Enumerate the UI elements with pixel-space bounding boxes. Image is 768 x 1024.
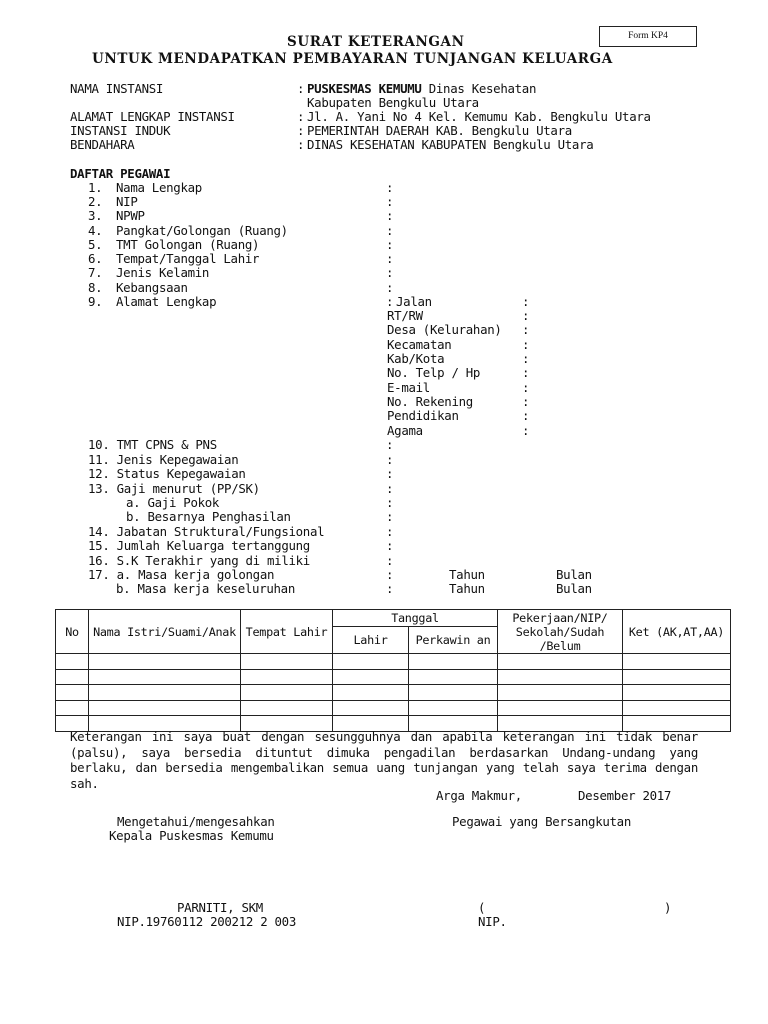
item-num: 8. bbox=[88, 280, 103, 295]
table-row bbox=[56, 669, 731, 685]
colon: : bbox=[386, 567, 394, 582]
address-subfield: RT/RW bbox=[387, 308, 423, 323]
date-text: Desember 2017 bbox=[578, 788, 672, 803]
item-num: 1. bbox=[88, 180, 103, 195]
col-header-tanggal: Tanggal bbox=[333, 610, 498, 627]
item-label: 12. Status Kepegawaian bbox=[88, 466, 246, 481]
col-header-tempat-lahir: Tempat Lahir bbox=[241, 610, 333, 654]
section-title: DAFTAR PEGAWAI bbox=[70, 166, 171, 181]
colon: : bbox=[386, 495, 394, 510]
table-row bbox=[56, 654, 731, 670]
title-line1: SURAT KETERANGAN bbox=[287, 34, 465, 50]
item-num: 3. bbox=[88, 208, 103, 223]
address-subfield: No. Rekening bbox=[387, 394, 473, 409]
colon: : bbox=[522, 423, 530, 438]
table-row bbox=[56, 685, 731, 701]
value-alamat-instansi: Jl. A. Yani No 4 Kel. Kemumu Kab. Bengkulu Utara bbox=[307, 109, 651, 124]
item-label: Jenis Kelamin bbox=[116, 265, 210, 280]
item-num: 5. bbox=[88, 237, 103, 252]
address-subfield: Jalan bbox=[396, 294, 432, 309]
item-label: 10. TMT CPNS & PNS bbox=[88, 437, 217, 452]
col-header-lahir: Lahir bbox=[333, 627, 409, 654]
colon: : bbox=[386, 452, 394, 467]
colon: : bbox=[297, 81, 305, 96]
item-label: b. Masa kerja keseluruhan bbox=[116, 581, 295, 596]
address-subfield: Kab/Kota bbox=[387, 351, 445, 366]
left-sign-line2: Kepala Puskesmas Kemumu bbox=[109, 828, 274, 843]
colon: : bbox=[522, 322, 530, 337]
table-row bbox=[56, 700, 731, 716]
item-label: Alamat Lengkap bbox=[116, 294, 217, 309]
label-bendahara: BENDAHARA bbox=[70, 137, 135, 152]
item-num: 4. bbox=[88, 223, 103, 238]
family-table bbox=[55, 609, 731, 732]
item-label: 15. Jumlah Keluarga tertanggung bbox=[88, 538, 310, 553]
address-subfield: No. Telp / Hp bbox=[387, 365, 481, 380]
item-label: 16. S.K Terakhir yang di miliki bbox=[88, 553, 310, 568]
item-label: 17. a. Masa kerja golongan bbox=[88, 567, 275, 582]
colon: : bbox=[297, 109, 305, 124]
item-label: NIP bbox=[116, 194, 138, 209]
colon: : bbox=[297, 137, 305, 152]
item-label: Pangkat/Golongan (Ruang) bbox=[116, 223, 288, 238]
colon: : bbox=[386, 208, 394, 223]
item-label: a. Gaji Pokok bbox=[126, 495, 220, 510]
colon: : bbox=[386, 265, 394, 280]
value-nama-instansi bbox=[307, 81, 536, 96]
place-text: Arga Makmur, bbox=[436, 788, 522, 803]
left-sign-name: PARNITI, SKM bbox=[177, 900, 263, 915]
bulan-label: Bulan bbox=[556, 581, 592, 596]
item-label: NPWP bbox=[116, 208, 145, 223]
value-nama-instansi-rest: Dinas Kesehatan bbox=[428, 81, 537, 96]
item-label: TMT Golongan (Ruang) bbox=[116, 237, 260, 252]
item-label: Nama Lengkap bbox=[116, 180, 202, 195]
address-subfield: Agama bbox=[387, 423, 423, 438]
colon: : bbox=[522, 337, 530, 352]
item-label: 14. Jabatan Struktural/Fungsional bbox=[88, 524, 325, 539]
value-instansi-induk: PEMERINTAH DAERAH KAB. Bengkulu Utara bbox=[307, 123, 572, 138]
colon: : bbox=[386, 180, 394, 195]
col-header-pekerjaan: Pekerjaan/NIP/ Sekolah/Sudah /Belum bbox=[498, 610, 623, 654]
col-header-nama: Nama Istri/Suami/Anak bbox=[89, 610, 241, 654]
colon: : bbox=[386, 223, 394, 238]
right-sign-line1: Pegawai yang Bersangkutan bbox=[452, 814, 631, 829]
value-bendahara: DINAS KESEHATAN KABUPATEN Bengkulu Utara bbox=[307, 137, 594, 152]
label-instansi-induk: INSTANSI INDUK bbox=[70, 123, 171, 138]
colon: : bbox=[386, 538, 394, 553]
tahun-label: Tahun bbox=[449, 567, 485, 582]
left-sign-nip: NIP.19760112 200212 2 003 bbox=[117, 914, 296, 929]
right-sign-close-paren: ) bbox=[664, 900, 672, 915]
colon: : bbox=[522, 394, 530, 409]
item-label: Kebangsaan bbox=[116, 280, 188, 295]
item-label: 13. Gaji menurut (PP/SK) bbox=[88, 481, 260, 496]
item-label: 11. Jenis Kepegawaian bbox=[88, 452, 239, 467]
right-sign-nip: NIP. bbox=[478, 914, 507, 929]
bulan-label: Bulan bbox=[556, 567, 592, 582]
colon: : bbox=[386, 509, 394, 524]
tahun-label: Tahun bbox=[449, 581, 485, 596]
col-header-no: No bbox=[56, 610, 89, 654]
item-num: 7. bbox=[88, 265, 103, 280]
value-nama-instansi-line2: Kabupaten Bengkulu Utara bbox=[307, 95, 479, 110]
colon: : bbox=[386, 581, 394, 596]
item-num: 6. bbox=[88, 251, 103, 266]
colon: : bbox=[522, 308, 530, 323]
left-sign-line1: Mengetahui/mengesahkan bbox=[117, 814, 275, 829]
address-subfield: Desa (Kelurahan) bbox=[387, 322, 502, 337]
colon: : bbox=[386, 280, 394, 295]
title-line2: UNTUK MENDAPATKAN PEMBAYARAN TUNJANGAN KELUARGA bbox=[92, 51, 613, 67]
address-subfield: E-mail bbox=[387, 380, 430, 395]
item-num: 2. bbox=[88, 194, 103, 209]
colon: : bbox=[522, 351, 530, 366]
label-alamat-instansi: ALAMAT LENGKAP INSTANSI bbox=[70, 109, 235, 124]
colon: : bbox=[297, 123, 305, 138]
label-nama-instansi: NAMA INSTANSI bbox=[70, 81, 164, 96]
colon: : bbox=[386, 524, 394, 539]
col-header-ket: Ket (AK,AT,AA) bbox=[623, 610, 731, 654]
statement-paragraph: Keterangan ini saya buat dengan sesungguhnya dan apabila keterangan ini tidak benar (palsu), saya bersedia dituntut dimuka pengadilan berdasarkan Undang-undang yang berlaku, dan bersedia mengembalikan semua uang tunjangan yang telah saya terima dengan sah. bbox=[70, 729, 698, 791]
colon: : bbox=[522, 365, 530, 380]
item-label: b. Besarnya Penghasilan bbox=[126, 509, 291, 524]
item-label: Tempat/Tanggal Lahir bbox=[116, 251, 260, 266]
address-subfield: Pendidikan bbox=[387, 408, 459, 423]
item-num: 9. bbox=[88, 294, 103, 309]
colon: : bbox=[522, 380, 530, 395]
address-subfield: Kecamatan bbox=[387, 337, 452, 352]
col-header-perkawinan: Perkawin an bbox=[409, 627, 498, 654]
colon: : bbox=[386, 437, 394, 452]
colon: : bbox=[386, 237, 394, 252]
colon: : bbox=[522, 408, 530, 423]
form-code-box: Form KP4 bbox=[599, 26, 697, 47]
colon: : bbox=[386, 251, 394, 266]
value-nama-instansi-bold: PUSKESMAS KEMUMU bbox=[307, 81, 422, 96]
colon: : bbox=[386, 194, 394, 209]
colon: : bbox=[386, 294, 394, 309]
colon: : bbox=[386, 481, 394, 496]
colon: : bbox=[386, 553, 394, 568]
colon: : bbox=[386, 466, 394, 481]
colon: : bbox=[522, 294, 530, 309]
right-sign-open-paren: ( bbox=[478, 900, 486, 915]
